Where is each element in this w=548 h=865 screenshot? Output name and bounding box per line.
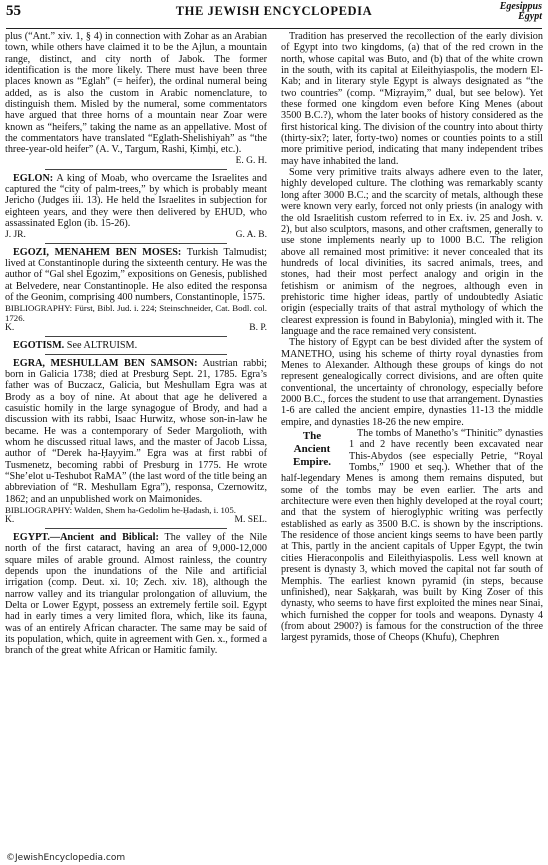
left-column — [5, 31, 267, 849]
catchword-first: Egesippus — [499, 1, 542, 12]
headword: EGRA, MESHULLAM BEN SAMSON: — [13, 357, 198, 369]
page-header — [6, 2, 542, 29]
copyright-footer: ©JewishEncyclopedia.com — [6, 853, 126, 863]
side-heading-line: The — [302, 430, 322, 443]
editor-initials: K. — [5, 515, 15, 526]
headword: EGYPT.—Ancient and Biblical: — [13, 532, 159, 544]
editor-initials: J. JR. — [5, 229, 26, 240]
entry-text: Austrian rabbi; born in Galicia 1738; died at Presburg Sept. 21, 1785. Egra’s father was of Buczacz, Galicia, but Meshullam Egra was at Brody as a boy of nine. At about that age he delivered a casuistic homily in the large synagogue of Brody, and had a discussion with its rabbi, Isaac Hurwitz, whose son-in-law he became. He was a contemporary of Seder Margolioth, with whom he discussed ritual laws, and the master of Jacob Lissa, author of “Derek ha-Ḥayyim.” Egra was at first rabbi of Tusmenetz, becoming rabbi of Presburg in 1775. He wrote “She’elot u-Teshubot RaMA” (the last word of the title being an abbreviation of “R. Meshullam Egra”), responsa, Czernowitz, 1862; and an unpublished work on Maimonides. — [5, 357, 267, 505]
right-column — [281, 31, 543, 849]
entry-eglon — [5, 173, 267, 230]
cross-reference: See ALTRUISM. — [66, 340, 138, 352]
side-heading — [281, 430, 343, 469]
entry-egypt — [5, 532, 267, 657]
signature — [5, 230, 267, 241]
entry-divider — [45, 336, 227, 337]
entry-egotism — [5, 340, 267, 351]
headword: EGOTISM. — [13, 340, 65, 352]
entry-divider — [45, 528, 227, 529]
entry-text: A king of Moab, who overcame the Israelites and captured the “city of palm-trees,” by which is probably meant Jericho (Judges iii. 13). He held the Israelites in subjection for eighteen years, and they were then delivered by EHUD, who assassinated Eglon (ib. 15-26). — [5, 172, 267, 230]
paragraph: Tradition has preserved the recollection of the early division of Egypt into two kingdoms, (a) that of the red crown in the north, whose capital was Buto, and (b) that of the white crown in the south, with its capital at Eileithyiaspolis, the modern El-Kab; and in literary style Egypt is always designated as “the two countries” (comp. “Miẓrayim,” dual, but see below). Yet these formed one kingdom even before King Menes (about 3500 B.C.?), whom the later books of history considered as the first historical king. The division of the country into about thirty (thirty-six?; later, forty-two) nomes or counties points to a still more primitive period, indicating that many independent tribes may have inhabited the land. — [281, 31, 543, 167]
entry-text: Turkish Talmudist; lived at Constantinople during the sixteenth century. He was the author of “Gal shel Egozim,” expositions on Genesis, published at Belvedere, near Constantinople. He also edited the responsa of the Geonim, comprising 400 numbers, Constantinople, 1575. — [5, 246, 267, 303]
entry-egra — [5, 358, 267, 505]
headword: EGOZI, MENAHEM BEN MOSES: — [13, 246, 182, 258]
signature — [5, 156, 267, 167]
author-initials: M. SEL. — [234, 515, 267, 526]
author-initials: G. A. B. — [235, 229, 267, 240]
page-number: 55 — [6, 3, 21, 19]
entry-divider — [45, 354, 227, 355]
paragraph: The tombs of Manetho’s “Thinitic” dynasties 1 and 2 have recently been excavated near This-Abydos (see especially Petrie, “Royal Tombs,” 1900 et seq.). Whether that of the half-legendary Menes is among them remains disputed, but some of the tombs may be even earlier. The arts and architecture were even then highly developed at the royal court; and that the system of hieroglyphic writing was perfectly established as early as 3500 B.C. is shown by the inscriptions. The residence of those ancient kings seems to have been partly at This, partly in the ancient capitals of Upper Egypt, the twin cities Hieraconpolis and Eileithyiaspolis. Less well known at present is dynasty 3, which moved the capital not far south of Memphis. The earliest known pyramid (in steps, because unfinished), near Saḳḳarah, was built by King Zoser of this dynasty, who seems to have first exploited the mines near Sinai, which furnished the copper for tools and weapons. Dynasty 4 (from about 2900?) is famous for the construction of the three largest pyramids, those of Cheops (Khufu), Chephren — [281, 428, 543, 644]
signature — [5, 515, 267, 526]
continued-paragraph: plus (“Ant.” xiv. 1, § 4) in connection with Zohar as an Arabian town, while others have claimed it to be the Ajlun, a mountain range, distinct, and city north of Jabok. The former identification is the more likely. There must have been three places known as “Eglah” (= heifer), the ordinal numeral being added, as is also the custom in Arabic nomenclature, to distinguish them. Misled by the numeral, some commentators have argued that three horns of a mountain near Zoar were known as “heifers,” taking the name as an appellative. Most of the commentators have translated “Eglath-Shelishiyah” as “the three-year-old heifer” (A. V., Targum, Rashi, Ḳimḥi, etc.). — [5, 31, 267, 156]
signature — [5, 323, 267, 334]
author-initials: B. P. — [249, 323, 267, 334]
bibliography: BIBLIOGRAPHY: Walden, Shem ha-Gedolim he-Ḥadash, i. 105. — [5, 505, 236, 516]
side-heading-line: Ancient — [293, 443, 331, 456]
running-title: THE JEWISH ENCYCLOPEDIA — [175, 4, 373, 18]
bibliography: BIBLIOGRAPHY: Fürst, Bibl. Jud. i. 224; Steinschneider, Cat. Bodl. col. 1726. — [5, 303, 267, 324]
entry-egozi — [5, 247, 267, 304]
catchwords — [500, 2, 542, 22]
paragraph: Some very primitive traits always adhere even to the later, highly developed culture. The clothing was remarkably scanty long after 3000 B.C.; and the scarcity of metals, although these were known very early, forced not only priests (in analogy with the old Israelitish custom referred to in Ex. iv. 25 and Josh. v. 2), but also sculptors, masons, and other craftsmen, generally to use stone implements nearly up to 1000 B.C. The religion above all remained most primitive: it never concealed that its hundreds of local divinities, its sacred animals, trees, and stones, had their most perfect analogy and origin in the fetishism or animism of the negroes, although even in prehistoric time higher ideas, partly of undoubtedly Asiatic origin (especially traits of that astral mythology of which the clearest expression is found in Babylonia), mingled with it. The language and the race remained very consistent. — [281, 167, 543, 337]
editor-initials: K. — [5, 323, 15, 334]
side-heading-line: Empire. — [293, 456, 331, 469]
paragraph: The history of Egypt can be best divided after the system of MANETHO, using his scheme of thirty royal dynasties from Menes to Alexander. Although these groups of kings do not represent genealogically correct divisions, and are often quite conventional, the uncertainty of chronology, especially before 2000 B.C., forces the student to use that arrangement. Dynasties 1-6 are called the ancient empire, dynasties 11-13 the middle empire, and dynasties 18-26 the new empire. — [281, 337, 543, 428]
entry-divider — [45, 169, 227, 170]
author-initials: E. G. H. — [235, 155, 267, 166]
entry-divider — [45, 243, 227, 244]
headword: EGLON: — [13, 172, 54, 184]
entry-text: The valley of the Nile north of the first cataract, having an area of 9,000-12,000 square miles of arable ground. Almost rainless, the country depends upon the inundations of the Nile and artificial irrigation (comp. Deut. xi. 10; Zech. xiv. 18), although the narrow valley and its triangular prolongation of alluvium, the Delta or Lower Egypt, possess an extremely fertile soil. Egypt had in early times a very limited flora, which, like its fauna, was of an entirely African character. The same may be said of its population, which, quite in agreement with Gen. x., formed a branch of the great white African or Hamitic family. — [5, 532, 267, 657]
catchword-last: Egypt — [518, 11, 542, 22]
